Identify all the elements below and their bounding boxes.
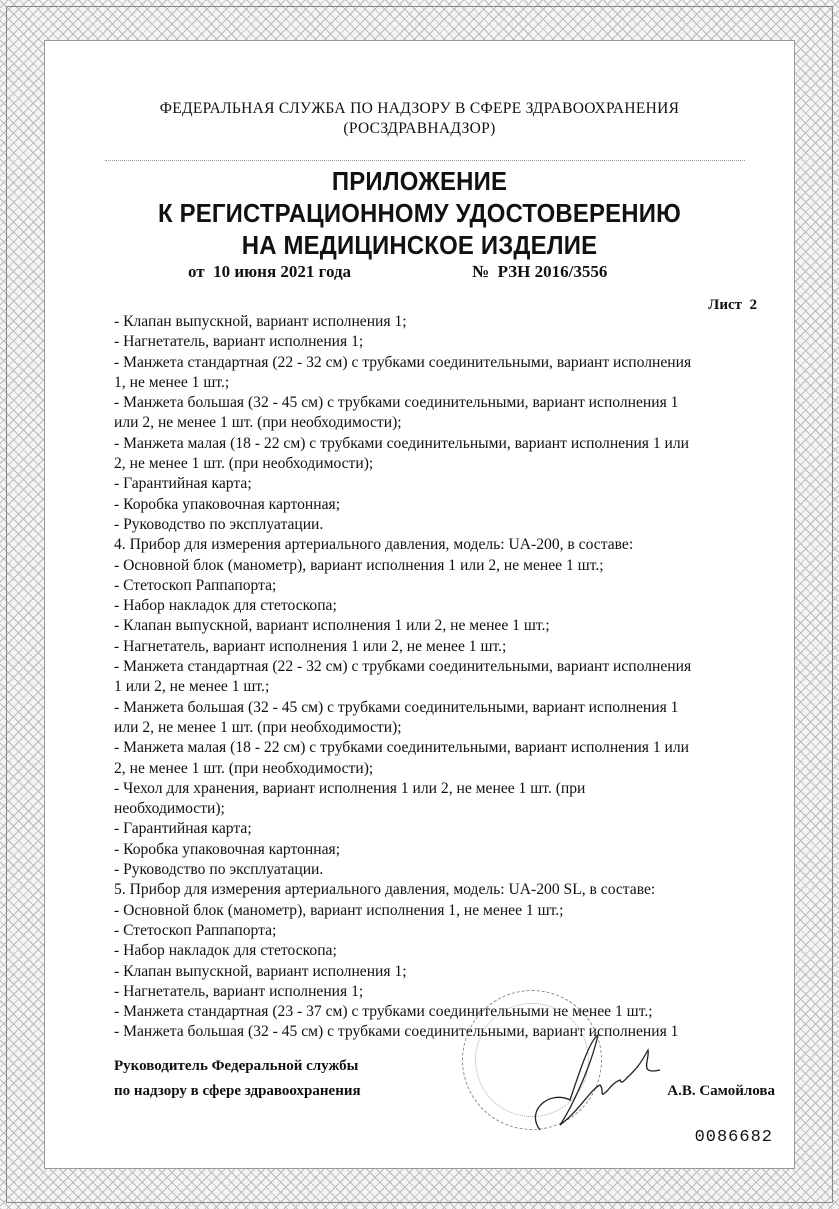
body-line: - Коробка упаковочная картонная; (114, 495, 341, 513)
body-line: - Клапан выпускной, вариант исполнения 1; (114, 313, 407, 330)
body-line: 2, не менее 1 шт. (при необходимости); (114, 455, 374, 473)
body-line: - Руководство по эксплуатации. (114, 515, 324, 533)
body-line: - Манжета стандартная (22 - 32 см) с трубками соединительными, вариант исполнения (114, 658, 692, 676)
body-line: - Гарантийная карта; (114, 820, 252, 838)
body-line: 4. Прибор для измерения артериального давления, модель: UA-200, в составе: (114, 536, 634, 554)
body-line: - Стетоскоп Раппапорта; (114, 921, 277, 939)
form-serial-number: 0086682 (694, 1128, 773, 1147)
document-title-line-2: К РЕГИСТРАЦИОННОМУ УДОСТОВЕРЕНИЮ (158, 198, 681, 228)
agency-name: ФЕДЕРАЛЬНАЯ СЛУЖБА ПО НАДЗОРУ В СФЕРЕ ЗДРАВООХРАНЕНИЯ (159, 100, 680, 117)
body-line: - Основной блок (манометр), вариант исполнения 1, не менее 1 шт.; (114, 901, 564, 919)
body-line: 1, не менее 1 шт.; (114, 373, 230, 391)
document-title: ПРИЛОЖЕНИЕ (331, 166, 508, 196)
signature (520, 1030, 670, 1140)
body-line: - Чехол для хранения, вариант исполнения 1 или 2, не менее 1 шт. (при (114, 779, 586, 797)
document-body (114, 312, 774, 1043)
body-line: - Манжета стандартная (22 - 32 см) с трубками соединительными, вариант исполнения (114, 353, 692, 371)
signer-name: А.В. Самойлова (667, 1083, 775, 1099)
body-line: - Клапан выпускной, вариант исполнения 1; (114, 962, 407, 980)
body-line: - Манжета малая (18 - 22 см) с трубками соединительными, вариант исполнения 1 или (114, 434, 690, 452)
body-line: 1 или 2, не менее 1 шт.; (114, 678, 270, 696)
sheet-number: Лист 2 (708, 297, 757, 313)
body-line: - Набор накладок для стетоскопа; (114, 942, 337, 960)
body-line: - Манжета большая (32 - 45 см) с трубками соединительными, вариант исполнения 1 (114, 698, 679, 716)
body-line: - Нагнетатель, вариант исполнения 1; (114, 982, 364, 1000)
body-line: - Манжета большая (32 - 45 см) с трубками соединительными, вариант исполнения 1 (114, 394, 679, 412)
body-line: 2, не менее 1 шт. (при необходимости); (114, 759, 374, 777)
body-line: 5. Прибор для измерения артериального давления, модель: UA-200 SL, в составе: (114, 881, 656, 899)
body-line: - Коробка упаковочная картонная; (114, 840, 341, 858)
body-line: - Нагнетатель, вариант исполнения 1 или 2, не менее 1 шт.; (114, 637, 507, 655)
body-line: или 2, не менее 1 шт. (при необходимости); (114, 414, 402, 432)
body-line: - Нагнетатель, вариант исполнения 1; (114, 333, 364, 351)
body-line: - Основной блок (манометр), вариант исполнения 1 или 2, не менее 1 шт.; (114, 556, 604, 574)
document-title-line-3: НА МЕДИЦИНСКОЕ ИЗДЕЛИЕ (241, 230, 598, 260)
body-line: - Стетоскоп Раппапорта; (114, 576, 277, 594)
body-line: или 2, не менее 1 шт. (при необходимости); (114, 718, 402, 736)
body-line: - Набор накладок для стетоскопа; (114, 597, 337, 615)
registration-number: № РЗН 2016/3556 (472, 262, 608, 281)
document-date: от 10 июня 2021 года (188, 262, 352, 281)
signer-title-line-1: Руководитель Федеральной службы (114, 1058, 359, 1074)
divider (105, 160, 745, 161)
body-line: - Руководство по эксплуатации. (114, 861, 324, 879)
body-line: - Манжета стандартная (23 - 37 см) с трубками соединительными не менее 1 шт.; (114, 1003, 653, 1021)
signer-title-line-2: по надзору в сфере здравоохранения (114, 1083, 361, 1099)
body-line: необходимости); (114, 800, 225, 818)
body-line: - Манжета большая (32 - 45 см) с трубками соединительными, вариант исполнения 1 (114, 1023, 679, 1041)
agency-short-name: (РОСЗДРАВНАДЗОР) (343, 120, 496, 137)
body-line: - Клапан выпускной, вариант исполнения 1 или 2, не менее 1 шт.; (114, 617, 550, 635)
body-line: - Гарантийная карта; (114, 475, 252, 493)
body-line: - Манжета малая (18 - 22 см) с трубками соединительными, вариант исполнения 1 или (114, 739, 690, 757)
